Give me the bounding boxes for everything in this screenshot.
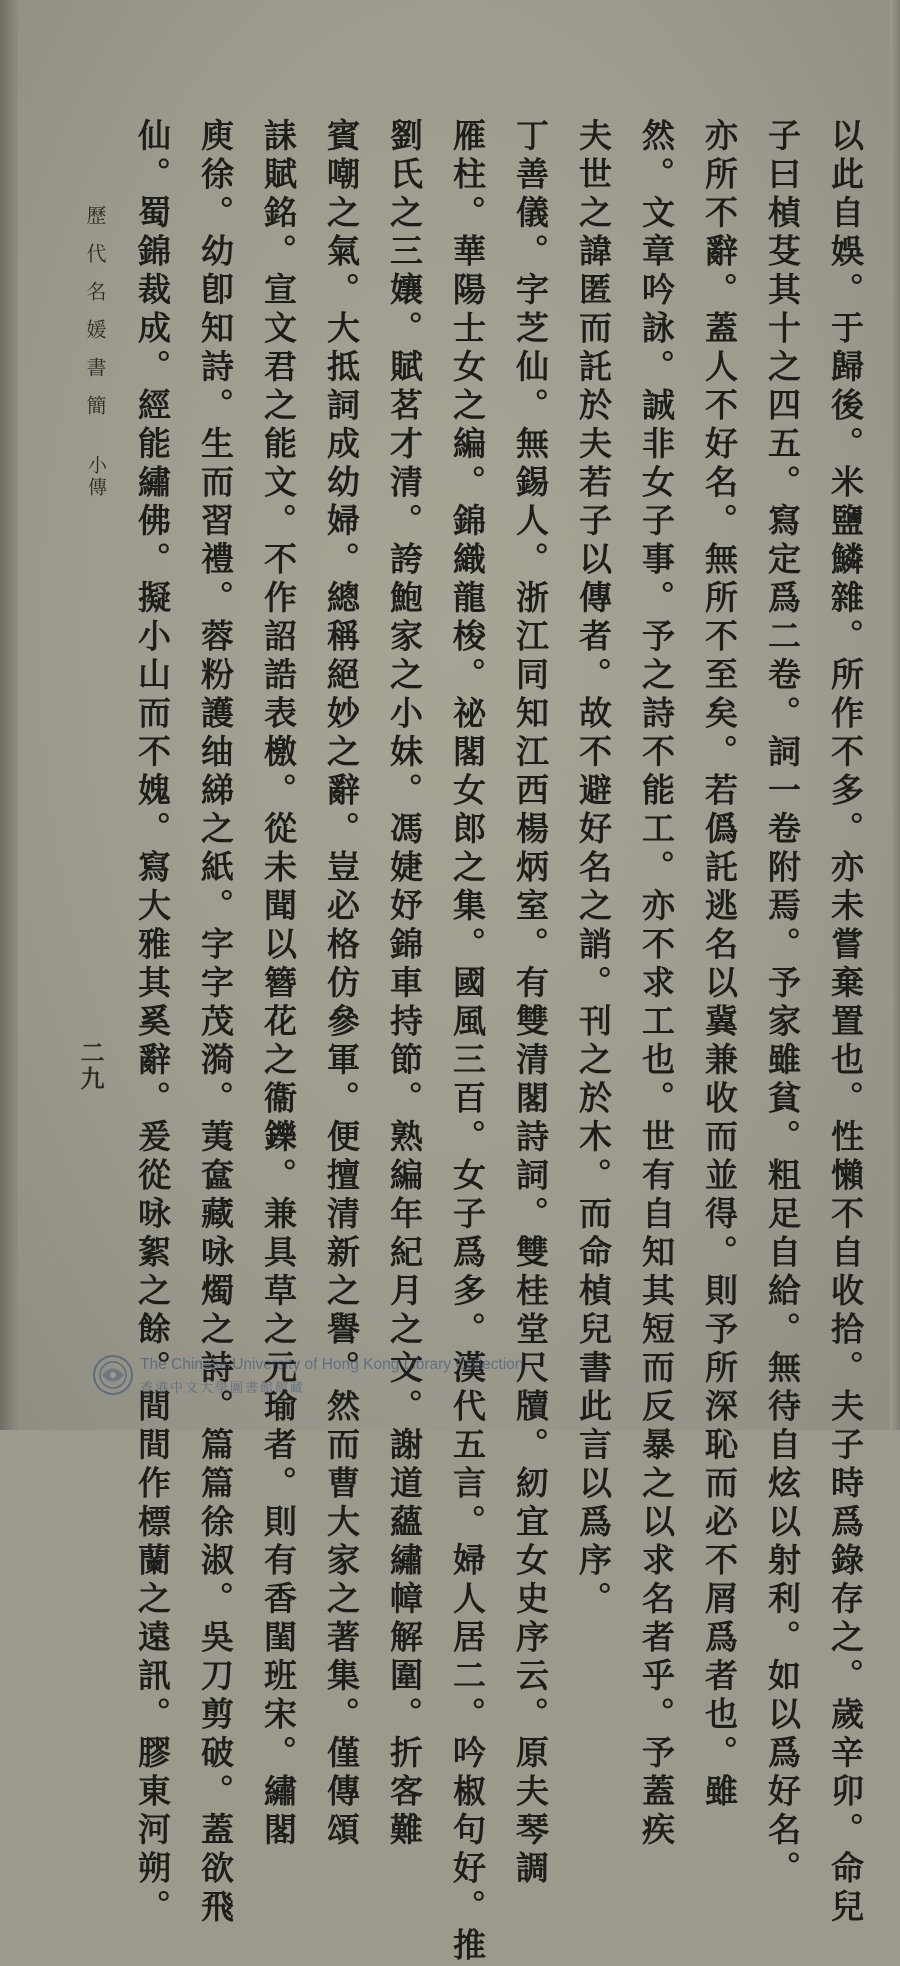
text-column: 子曰楨芟其十之四五。寫定爲二卷。詞一卷附焉。予家雖貧。粗足自給。無待自炫以射利。如以爲好名。 — [763, 118, 802, 1889]
page-number: 二九 — [76, 1040, 105, 1092]
watermark-chinese: 香港中文大學圖書館館藏 — [140, 1381, 306, 1396]
text-column: 亦所不辭。蓋人不好名。無所不至矣。若僞託逃名以冀兼收而並得。則予所深恥而必不屑爲者也。雖 — [700, 118, 739, 1812]
text-column: 仙。蜀錦裁成。經能繡佛。擬小山而不媿。寫大雅其奚辭。爰從咏絮之餘。間間作標蘭之遠訊。膠東河朔。 — [133, 118, 172, 1928]
text-column: 丁善儀。字芝仙。無錫人。浙江同知江西楊炳室。有雙清閣詩詞。雙桂堂尺牘。紉宜女史序云。原夫琴調 — [511, 118, 550, 1889]
text-column: 劉氏之三孃。賦茗才清。誇鮑家之小妹。馮婕妤錦車持節。熟編年紀月之文。謝道蘊繡幛解圍。折客難 — [385, 118, 424, 1851]
text-column: 然。文章吟詠。誠非女子事。予之詩不能工。亦不求工也。世有自知其短而反暴之以求名者乎。予蓋疾 — [637, 118, 676, 1851]
watermark-english: The Chinese University of Hong Kong Library Collection — [140, 1356, 524, 1373]
text-column: 誄賦銘。宣文君之能文。不作詔誥表檄。從未聞以簪花之衞鑠。兼具草之元瑜者。則有香閨班宋。繡閣 — [259, 118, 298, 1851]
library-watermark — [92, 1352, 562, 1402]
text-column: 庾徐。幼卽知詩。生而習禮。蓉粉護䌷綈之紙。字字茂漪。荑奩藏咏燭之詩。篇篇徐淑。吳刀剪破。蓋欲飛 — [196, 118, 235, 1928]
cuhk-logo-icon — [92, 1354, 134, 1396]
text-column: 雁柱。華陽士女之編。錦織龍梭。祕閣女郎之集。國風三百。女子爲多。漢代五言。婦人居二。吟椒句好。推 — [448, 118, 487, 1966]
running-title: 歷代名媛書簡 — [83, 205, 107, 433]
text-column: 以此自娛。于歸後。米鹽鱗雜。所作不多。亦未嘗棄置也。性懶不自收拾。夫子時爲錄存之。歲辛卯。命兒 — [826, 118, 865, 1928]
text-column: 賓嘲之氣。大抵詞成幼婦。總稱絕妙之辭。豈必格仿參軍。便擅清新之譽。然而曹大家之著集。僅傳頌 — [322, 118, 361, 1851]
section-label: 小傳 — [85, 455, 107, 499]
page-edge — [890, 0, 900, 1430]
binding-edge — [0, 0, 18, 1430]
text-column: 夫世之諱匿而託於夫若子以傳者。故不避好名之誚。刊之於木。而命楨兒書此言以爲序。 — [574, 118, 613, 1620]
